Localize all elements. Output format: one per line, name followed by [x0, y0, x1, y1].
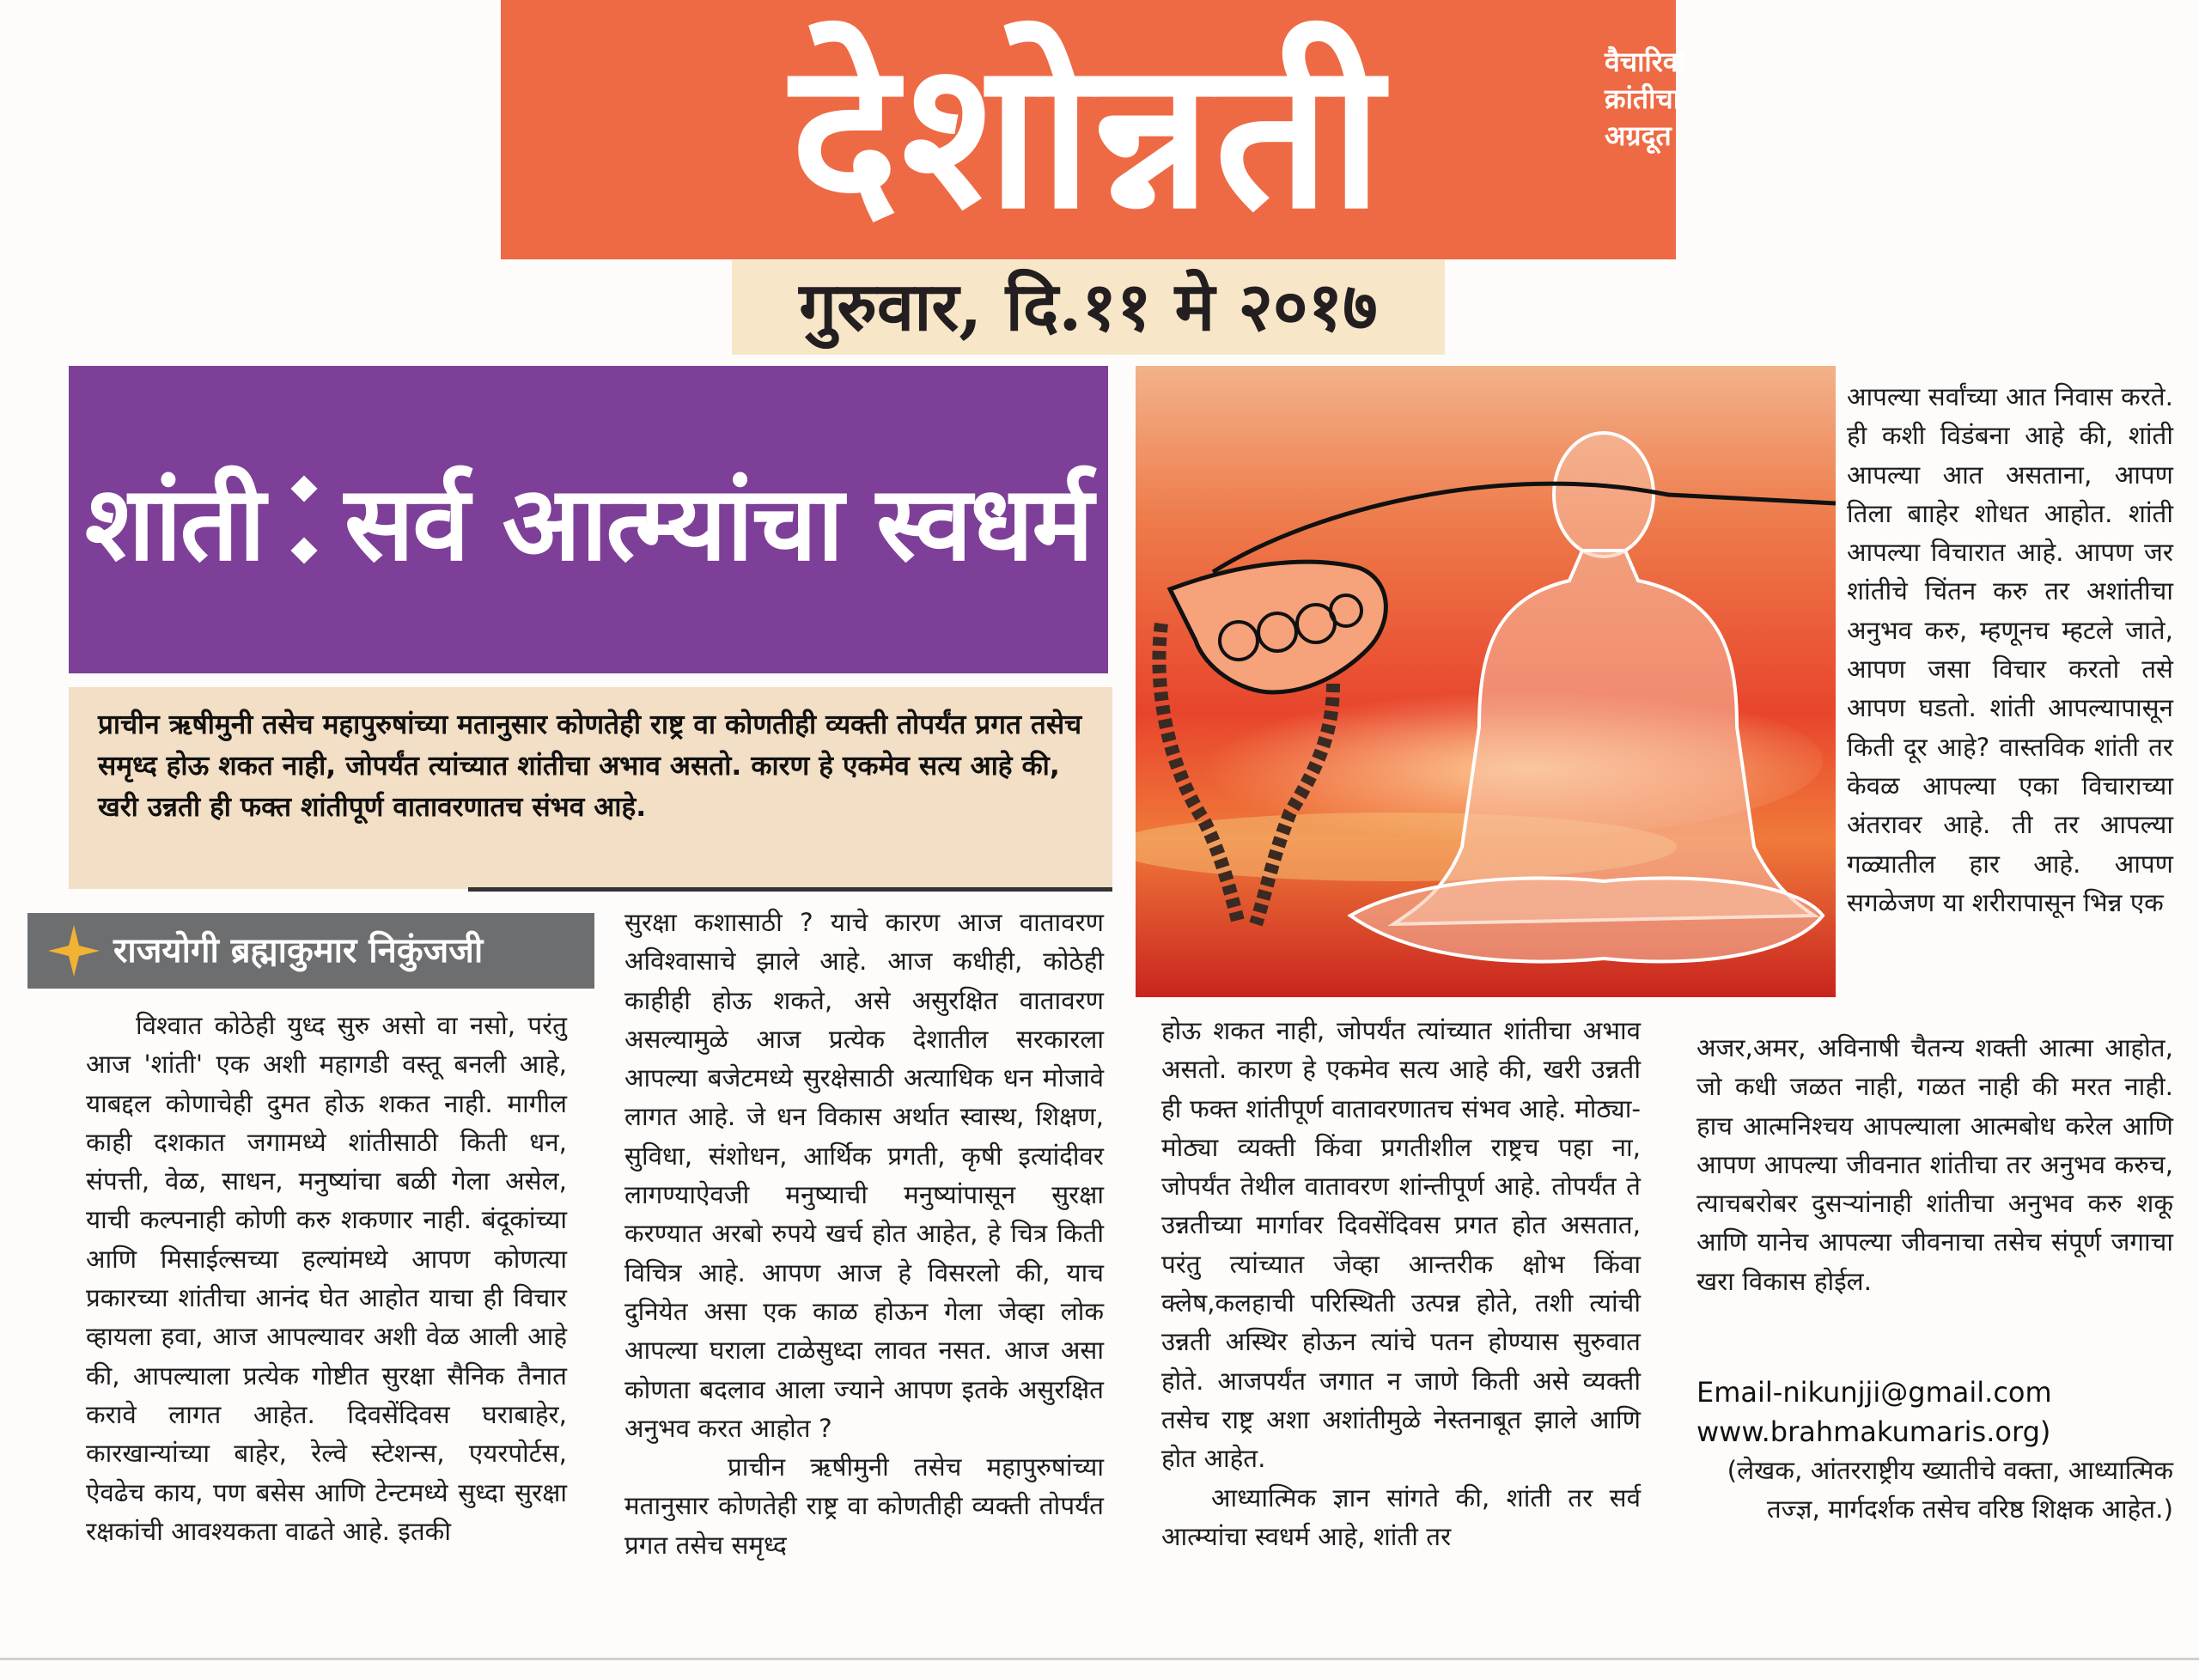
author-note: (लेखक, आंतरराष्ट्रीय ख्यातीचे वक्ता, आध्यात्मिक तज्ज्ञ, मार्गदर्शक तसेच वरिष्ठ शिक्षक आहेत.) — [1727, 1456, 2173, 1524]
headline-part2: सर्व आत्म्यांचा स्वधर्म — [344, 464, 1093, 584]
meditation-illustration — [1136, 366, 1836, 997]
article-column-4-bottom — [1696, 1029, 2173, 1301]
summary-box — [69, 687, 1112, 889]
masthead — [501, 0, 1684, 259]
author-contact — [1696, 1373, 2052, 1452]
paragraph: आध्यात्मिक ज्ञान सांगते की, शांती तर सर्व आत्म्यांचा स्वधर्म आहे, शांती तर — [1161, 1482, 1641, 1551]
paragraph: आपल्या सर्वांच्या आत निवास करते. ही कशी विडंबना आहे की, शांती आपल्या आत असताना, आपण तिला बााहेर शोधत आहोत. शांती आपल्या विचारात आहे. आपण जर शांतीचे चिंतन करु तर अशांतीचा अनुभव करु, म्हणूनच म्हटले जाते, आपण जसा विचार करतो तसे आपण घडतो. शांती आपल्यापासून किती दूर आहे? वास्तविक शांती तर केवळ आपल्या एका विचाराच्या अंतरावर आहे. ती तर आपल्या गळ्यातील हार आहे. आपण सगळेजण या शरीरापासून भिन्न एक — [1847, 382, 2173, 917]
paragraph: सुरक्षा कशासाठी ? याचे कारण आज वातावरण अविश्वासाचे झाले आहे. आज कधीही, कोठेही काहीही होऊ शकते, असे असुरक्षित वातावरण असल्यामुळे आज प्रत्येक देशातील सरकारला आपल्या बजेटमध्ये सुरक्षेसाठी अत्याधिक धन मोजावे लागत आहे. जे धन विकास अर्थात स्वास्थ, शिक्षण, सुविधा, संशोधन, आर्थिक प्रगती, कृषी इत्यांदीवर लागण्याऐवजी मनुष्याची मनुष्यांपासून सुरक्षा करण्यात अरबो रुपये खर्च होत आहेत, हे चित्र किती विचित्र आहे. आपण आज हे विसरलो की, याच दुनियेत असा एक काळ होऊन गेला जेव्हा लोक आपल्या घराला टाळेसुध्दा लावत नसत. आज असा कोणता बदलाव आला ज्याने आपण इतके असुरक्षित अनुभव करत आहोत ? — [624, 908, 1104, 1443]
paragraph: होऊ शकत नाही, जोपर्यंत त्यांच्यात शांतीचा अभाव असतो. कारण हे एकमेव सत्य आहे की, खरी उन्नती ही फक्त शांतीपूर्ण वातावरणातच संभव आहे. मोठ्या-मोठ्या व्यक्ती किंवा प्रगतीशील राष्ट्रच पहा ना, जोपर्यंत तेथील वातावरण शांन्तीपूर्ण आहे. तोपर्यंत ते उन्नतीच्या मार्गावर दिवसेंदिवस प्रगत होत असतात, परंतु त्यांच्यात जेव्हा आन्तरीक क्षोभ किंवा क्लेष,कलहाची परिस्थिती उत्पन्न होते, तशी त्यांची उन्नती अस्थिर होऊन त्यांचे पतन होण्यास सुरुवात होते. आजपर्यंत जगात न जाणे किती असे व्यक्ती तसेच राष्ट्र अशा अशांतीमुळे नेस्तनाबूत झाले आणि होत आहेत. — [1161, 1016, 1641, 1474]
star-icon — [46, 923, 101, 978]
meditation-figure-image — [1136, 366, 1836, 997]
newspaper-brand: देशोन्नती — [790, 17, 1386, 253]
paragraph: विश्वात कोठेही युध्द सुरु असो वा नसो, परंतु आज 'शांती' एक अशी महागडी वस्तू बनली आहे, याबद्दल कोणाचेही दुमत होऊ शकत नाही. मागील काही दशकात जगामध्ये शांतीसाठी किती धन, संपत्ती, वेळ, साधन, मनुष्यांचा बळी गेला असेल, याची कल्पनाही कोणी करु शकणार नाही. बंदूकांच्या आणि मिसाईल्सच्या हल्यांमध्ये आपण कोणत्या प्रकारच्या शांतीचा आनंद घेत आहोत याचा ही विचार व्हायला हवा, आज आपल्यावर अशी वेळ आली आहे की, आपल्याला प्रत्येक गोष्टीत सुरक्षा सैनिक तैनात करावे लागत आहेत. दिवसेंदिवस घराबाहेर, कारखान्यांच्या बाहेर, रेल्वे स्टेशन्स, एयरपोर्टस, ऐवढेच काय, पण बसेस आणि टेन्टमध्ये सुध्दा सुरक्षा रक्षकांची आवश्यकता वाढते आहे. इतकी — [86, 1011, 567, 1546]
article-column-1 — [86, 1007, 567, 1551]
page-bottom-rule — [0, 1658, 2199, 1660]
author-name: राजयोगी ब्रह्माकुमार निकुंजजी — [113, 931, 484, 971]
headline-banner — [69, 366, 1108, 673]
publication-date: गुरुवार, दि.११ मे २०१७ — [732, 260, 1445, 355]
paragraph: प्राचीन ऋषीमुनी तसेच महापुरुषांच्या मतानुसार कोणतेही राष्ट्र वा कोणतीही व्यक्ती तोपर्यंत प्रगत तसेच समृध्द — [624, 1452, 1104, 1560]
masthead-tagline: वैचारिक क्रांतीचा अग्रदूत — [1605, 46, 1684, 152]
diamond-icon — [290, 537, 317, 563]
divider — [468, 887, 1112, 892]
article-column-3 — [1161, 1012, 1641, 1556]
colon-diamonds — [286, 479, 322, 560]
author-website[interactable]: www.brahmakumaris.org) — [1696, 1415, 2051, 1448]
diamond-icon — [290, 475, 317, 502]
headline — [69, 366, 1108, 673]
paragraph: अजर,अमर, अविनाषी चैतन्य शक्ती आत्मा आहोत, जो कधी जळत नाही, गळत नाही की मरत नाही. हाच आत्मनिश्चय आपल्याला आत्मबोध करेल आणि आपण आपल्या जीवनात शांतीचा तर अनुभव करुच, त्याचबरोबर दुसऱ्यांनाही शांतीचा अनुभव करु शकू आणि यानेच आपल्या जीवनाचा तसेच संपूर्ण जगाचा खरा विकास होईल. — [1696, 1033, 2173, 1296]
author-byline — [27, 913, 594, 989]
summary-text: प्राचीन ऋषीमुनी तसेच महापुरुषांच्या मतानुसार कोणतेही राष्ट्र वा कोणतीही व्यक्ती तोपर्यंत प्रगत तसेच समृध्द होऊ शकत नाही, जोपर्यंत त्यांच्यात शांतीचा अभाव असतो. कारण हे एकमेव सत्य आहे की, खरी उन्नती ही फक्त शांतीपूर्ण वातावरणातच संभव आहे. — [98, 709, 1082, 823]
article-column-4-top — [1847, 378, 2173, 922]
headline-part1: शांती — [84, 464, 265, 584]
article-column-2 — [624, 904, 1104, 1565]
author-email[interactable]: Email-nikunjji@gmail.com — [1696, 1376, 2052, 1409]
